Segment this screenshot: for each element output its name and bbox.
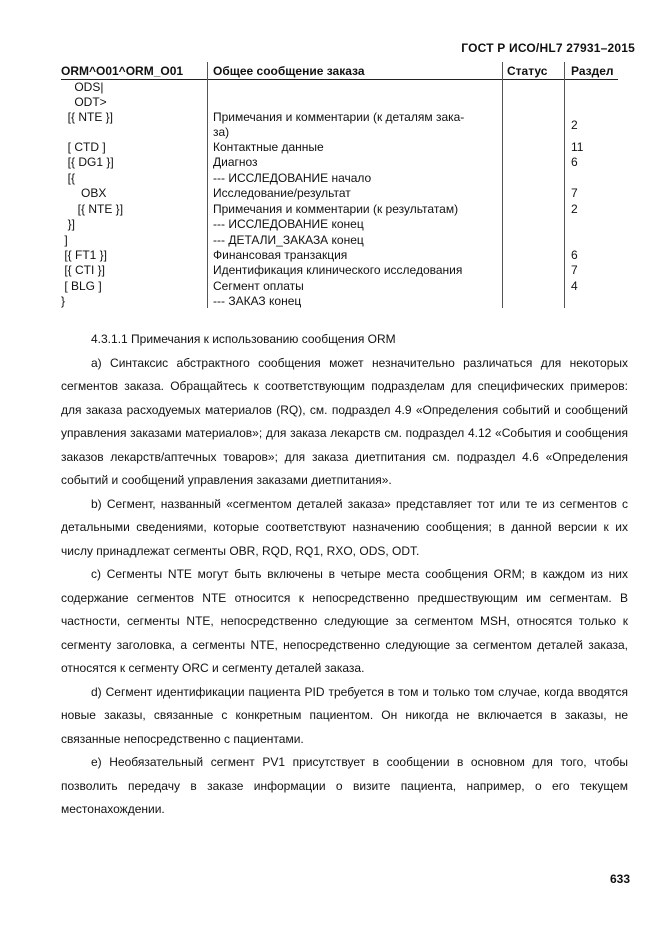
section-cell: 2 bbox=[571, 202, 578, 216]
segment-name-cell: Финансовая транзакция bbox=[213, 248, 348, 262]
notes-paragraphs bbox=[61, 352, 628, 822]
segment-cell: [{ bbox=[61, 171, 76, 185]
table-divider bbox=[502, 62, 503, 308]
section-cell: 2 bbox=[571, 118, 578, 132]
section-cell: 6 bbox=[571, 155, 578, 169]
section-title: 4.3.1.1 Примечания к использованию сообщения ORM bbox=[91, 332, 396, 346]
segment-name-cell: Примечания и комментарии (к деталям зака- за) bbox=[213, 110, 465, 139]
notes-section bbox=[61, 328, 628, 822]
message-structure-table bbox=[61, 62, 618, 308]
segment-cell: [{ NTE }] bbox=[61, 202, 124, 216]
col-header-description: Общее сообщение заказа bbox=[213, 64, 365, 78]
segment-cell: ODS| bbox=[61, 80, 104, 94]
section-cell: 4 bbox=[571, 279, 578, 293]
segment-name-cell: --- ИССЛЕДОВАНИЕ начало bbox=[213, 171, 372, 185]
document-header: ГОСТ Р ИСО/HL7 27931–2015 bbox=[461, 41, 635, 55]
segment-name-cell: Диагноз bbox=[213, 155, 258, 169]
segment-cell: OBX bbox=[61, 186, 107, 200]
segment-cell: [ BLG ] bbox=[61, 279, 102, 293]
section-cell: 7 bbox=[571, 186, 578, 200]
segment-name-cell: --- ИССЛЕДОВАНИЕ конец bbox=[213, 217, 364, 231]
segment-name-cell: Сегмент оплаты bbox=[213, 279, 304, 293]
col-header-message: ORM^O01^ORM_O01 bbox=[61, 64, 184, 78]
col-header-section: Раздел bbox=[571, 64, 614, 78]
segment-cell: ] bbox=[61, 233, 68, 247]
section-cell: 7 bbox=[571, 263, 578, 277]
body-paragraph: e) Необязательный сегмент PV1 присутствует в сообщении в основном для того, чтобы позволить передачу в заказе информации о визите пациента, например, о его текущем местонахождении. bbox=[61, 755, 628, 816]
segment-cell: ODT> bbox=[61, 95, 107, 109]
segment-cell: [ CTD ] bbox=[61, 140, 106, 154]
segment-cell: } bbox=[61, 294, 66, 308]
body-paragraph: d) Сегмент идентификации пациента PID требуется в том и только том случае, когда вводятся новые заказы, связанные с конкретным пациентом. Он никогда не включается в заказы, не связанные непосредственно с пациентами. bbox=[61, 684, 628, 746]
body-paragraph: b) Сегмент, названный «сегментом деталей заказа» представляет тот или те из сегментов с детальными сведениями, которые соответствуют назначению сообщения; в данной версии к их числу принадлежат сегменты OBR, RQD, RQ1, RXO, ODS, ODT. bbox=[61, 496, 628, 558]
body-paragraph: а) Синтаксис абстрактного сообщения может незначительно различаться для некоторых сегментов заказа. Обращайтесь к соответствующим подразделам для специфических примеров: для заказа расходуемых материалов (RQ), см. подраздел 4.9 «Определения событий и сообщений управления заказами материалов»; для заказа лекарств см. подраздел 4.12 «События и сообщения заказов лекарств/аптечных товаров»; для заказа диетпитания см. подраздел 4.6 «Определения событий и сообщений управления заказами диетпитания». bbox=[61, 355, 628, 487]
table-divider bbox=[207, 62, 208, 308]
segment-cell: [{ NTE }] bbox=[61, 110, 114, 124]
segment-name-cell: Идентификация клинического исследования bbox=[213, 263, 463, 277]
segment-name-cell: Примечания и комментарии (к результатам) bbox=[213, 202, 459, 216]
body-paragraph: c) Сегменты NTE могут быть включены в четыре места сообщения ORM; в каждом из них содержание сегментов NTE относится к непосредственно предшествующим им сегментам. В частности, сегменты NTE, непосредственно следующие за сегментом MSH, относятся только к сегменту заголовка, а сегменты NTE, непосредственно следующие за сегментом деталей заказа, относятся к сегменту ORC и сегменту деталей заказа. bbox=[61, 567, 628, 675]
segment-cell: [{ DG1 }] bbox=[61, 155, 114, 169]
segment-name-cell: --- ЗАКАЗ конец bbox=[213, 294, 302, 308]
section-cell: 11 bbox=[571, 140, 584, 154]
segment-cell: [{ FT1 }] bbox=[61, 248, 108, 262]
section-cell: 6 bbox=[571, 248, 578, 262]
segment-cell: }] bbox=[61, 217, 76, 231]
col-header-status: Статус bbox=[507, 64, 548, 78]
table-header bbox=[61, 62, 618, 80]
segment-cell: [{ CTI }] bbox=[61, 263, 106, 277]
segment-name-cell: --- ДЕТАЛИ_ЗАКАЗА конец bbox=[213, 233, 364, 247]
segment-name-cell: Контактные данные bbox=[213, 140, 324, 154]
page-number: 633 bbox=[609, 872, 630, 886]
table-divider bbox=[564, 62, 565, 308]
segment-name-cell: Исследование/результат bbox=[213, 186, 351, 200]
